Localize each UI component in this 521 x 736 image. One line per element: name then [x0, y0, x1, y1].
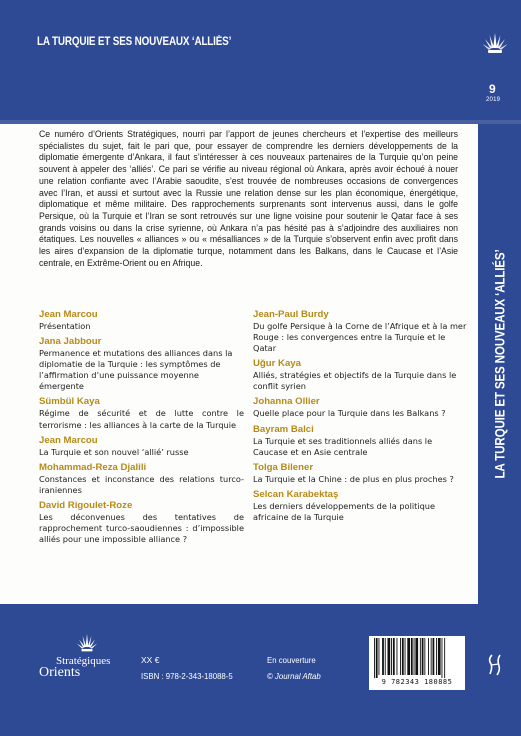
- barcode-bar: [442, 638, 443, 678]
- contents-entry: [39, 461, 244, 496]
- contents-entry: [253, 488, 468, 523]
- barcode-bar: [385, 638, 386, 675]
- barcode-bar: [431, 638, 432, 675]
- journal-logo: [37, 632, 123, 688]
- top-banner: [0, 0, 521, 124]
- barcode-bars: [372, 638, 462, 678]
- contents-right-column: [253, 308, 468, 526]
- logo-word-strategiques: Stratégiques: [56, 655, 111, 667]
- barcode-bar: [393, 638, 395, 675]
- barcode-bar: [444, 638, 445, 678]
- entry-title: Du golfe Persique à la Corne de l’Afrique et à la mer Rouge : les convergences entre la Turquie et le Qatar: [253, 321, 467, 354]
- barcode-bar: [415, 638, 418, 675]
- entry-author: Jean Marcou: [39, 309, 98, 320]
- entry-title: Les déconvenues des tentatives de rapprochement turco-saoudiennes : d’impossible alliés pour une impossible alliance ?: [39, 511, 244, 545]
- barcode-bar: [422, 638, 424, 675]
- barcode-bar: [391, 638, 392, 675]
- entry-author: Jean-Paul Burdy: [253, 309, 329, 320]
- entry-title: Présentation: [39, 321, 91, 331]
- contents-entry: [39, 308, 244, 332]
- barcode-bar: [388, 638, 391, 675]
- entry-title: Permanence et mutations des alliances dans la diplomatie de la Turquie : les symptômes de l’affirmation d’une puissance moyenne émergente: [39, 348, 233, 392]
- spine-title-box: [478, 124, 521, 604]
- barcode-bar: [374, 638, 375, 678]
- entry-author: Jean Marcou: [39, 434, 98, 446]
- entry-title: La Turquie et ses traditionnels alliés dans le Caucase et en Asie centrale: [253, 435, 433, 457]
- entry-title: Régime de sécurité et de lutte contre le terrorisme : les alliances à la carte de la Turquie: [39, 408, 244, 430]
- entry-author: David Rigoulet-Roze: [39, 499, 133, 511]
- intro-paragraph: Ce numéro d’Orients Stratégiques, nourri par l’apport de jeunes chercheurs et l’expertise des meilleurs spécialistes du sujet, fait le pari que, pour essayer de comprendre les derniers développements de la diplomatie émergente d’Ankara, il faut s’intéresser à ces nouveaux partenaires de la Turquie qu’on peine souvent à appeler des ‘alliés’. Ce pari se vérifie au niveau régional où Ankara, après avoir échoué à nouer une relation confiante avec l’Arabie saoudite, s’est trouvée de nombreuses occasions de convergences avec l’Iran, et aussi et surtout avec la Russie une relation dense sur les plan économique, énergétique, diplomatique et même militaire. Des rapprochements surprenants sont intervenus aussi, dans le golfe Persique, où la Turquie et l’Iran se sont retrouvés sur une ligne voisine pour soutenir le Qatar face à ses grands voisins ou dans la crise syrienne, où Ankara n’a pas hésité pas à s’adjoindre des auxiliaires non étatiques. Les nouvelles « alliances » ou « mésalliances » de la Turquie s’observent enfin avec profit dans les aires d’expansion de la diplomatie turque, notamment dans les Balkans, dans le Caucase et l’Asie centrale, en Extrême-Orient ou en Afrique.: [39, 129, 459, 268]
- barcode-bar: [397, 638, 398, 675]
- entry-author: Mohammad-Reza Djalili: [39, 461, 147, 473]
- entry-title: Quelle place pour la Turquie dans les Balkans ?: [253, 408, 446, 419]
- entry-title: La Turquie et la Chine : de plus en plus proches ?: [253, 473, 454, 484]
- contents-entry: [39, 434, 244, 458]
- entry-author: Bayram Balci: [253, 423, 314, 435]
- contents-entry: [253, 461, 468, 485]
- barcode-bar: [382, 638, 384, 675]
- barcode-bar: [402, 638, 404, 675]
- contents-left-column: [39, 308, 244, 548]
- barcode-bar: [414, 638, 415, 675]
- barcode-bar: [407, 638, 410, 675]
- barcode-bar: [424, 638, 425, 675]
- barcode-bar: [433, 638, 435, 675]
- entry-title: Alliés, stratégies et objectifs de la Turquie dans le conflit syrien: [253, 370, 457, 392]
- barcode-bar: [376, 638, 378, 678]
- barcode-bar: [379, 638, 380, 675]
- entry-title: Constances et inconstance des relations turco-iraniennes: [39, 473, 244, 495]
- logo-word-orients: Orients: [39, 665, 81, 680]
- entry-author: Selcan Karabektaş: [253, 488, 339, 500]
- series-title: LA TURQUIE ET SES NOUVEAUX ‘ALLIÉS’: [37, 36, 232, 48]
- contents-entry: [39, 395, 244, 430]
- barcode-bar: [428, 638, 429, 675]
- spine-title: LA TURQUIE ET SES NOUVEAUX ‘ALLIÉS’: [492, 249, 507, 479]
- barcode: [369, 636, 465, 690]
- barcode-bar: [438, 638, 441, 675]
- entry-author: Sümbül Kaya: [39, 396, 100, 408]
- issue-year: 2019: [486, 97, 501, 103]
- contents-entry: [253, 395, 468, 419]
- contents-entry: [253, 357, 468, 392]
- contents-entry: [253, 423, 468, 458]
- entry-title: La Turquie et son nouvel ‘allié’ russe: [39, 446, 189, 457]
- contents-entry: [39, 335, 244, 392]
- entry-author: Uğur Kaya: [253, 358, 301, 370]
- price: XX €: [141, 655, 160, 665]
- barcode-bar: [400, 638, 401, 675]
- issue-number: 9: [489, 82, 496, 96]
- barcode-number: 9 782343 180885: [381, 678, 453, 686]
- journal-logo-shell-icon: [75, 632, 99, 654]
- entry-author: Johanna Ollier: [253, 396, 320, 408]
- barcode-bar: [420, 638, 421, 675]
- shell-icon: [480, 30, 510, 56]
- cover-credit-label: En couverture: [267, 655, 316, 665]
- entry-author: Jana Jabbour: [39, 336, 102, 348]
- barcode-bar: [436, 638, 437, 675]
- entry-title: Les derniers développements de la politique africaine de la Turquie: [253, 500, 436, 522]
- isbn: ISBN : 978-2-343-18088-5: [141, 671, 233, 681]
- entry-author: Tolga Bilener: [253, 461, 314, 473]
- barcode-bar: [411, 638, 413, 675]
- contents-entry: [39, 499, 244, 545]
- cover-credit: © Journal Aftab: [267, 671, 321, 681]
- publisher-logo-icon: [486, 652, 506, 678]
- barcode-bar: [405, 638, 406, 675]
- contents-entry: [253, 308, 468, 354]
